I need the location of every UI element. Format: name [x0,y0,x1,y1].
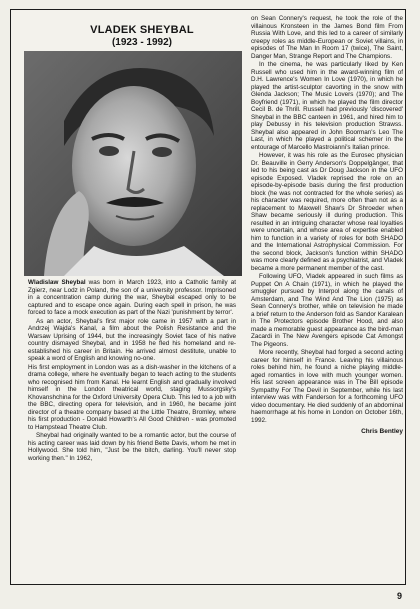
paragraph-lead: Wladislaw Sheybal [28,279,86,286]
paragraph: Sheybal had originally wanted to be a romantic actor, but the course of his acting career was laid down by his friend Bette Davis, whom he met in Hollywood. She told him, "Just be the bitch, darling. You'll never stop working then." In 1962, [28,432,236,462]
article-title: VLADEK SHEYBAL [90,24,194,36]
author-credit: Chris Bentley [361,428,403,435]
left-column [28,279,236,463]
page-number: 9 [397,591,403,601]
portrait-image [24,51,242,276]
paragraph: More recently, Sheybal had forged a second acting career for himself in France. Leaving his villainous roles behind him, he found a niche playing middle-aged romantics in love with much younger women. His last screen appearance was in The Bill episode Sympathy For The Devil in September, while his last interview was with Fanderson for a forthcoming UFO video documentary. He died suddenly of an abdominal haemorrhage at his home in London on October 16th, 1992. [251,349,403,424]
paragraph: Following UFO, Vladek appeared in such films as Puppet On A Chain (1971), in which he played the smuggler pursued by Interpol along the canals of Amsterdam, and The Wind And The Lion (1975) as Sean Connery's brother, while on television he made a brief return to the Anderson fold as Sandor Karalean in The Protectors episode Brother Hood, and also made a memorable guest appearance as the bird-man Zacardi in The New Avengers episode Cat Amongst The Pigeons. [251,273,403,348]
paragraph-text: was born in March 1923, into a Catholic family at Zgierz, near Lodz in Poland, the son of a university professor. Imprisoned in a concentration camp during the war, Sheybal escaped only to be captured and to escape once again. During each spell in prison, he was forced to face a mock execution as part of the Nazi 'punishment by terror'. [28,279,236,316]
article-header [67,24,217,48]
paragraph [28,279,236,317]
article-years: (1923 - 1992) [111,37,173,48]
paragraph: His first employment in London was as a dish-washer in the kitchens of a drama college, where he eventually began to teach acting to the students who recognised him from Kanal. He learnt English and gradually involved himself in the London theatrical world, staging Mussorgsky's Khovanshchina for the Oxford University Opera Club. This led to a job with the BBC, directing opera for television, and in 1960, he became joint director of a theatre company based at the Little Theatre, Bromley, where his first production - Donald Howarth's All Good Children - was promoted to Hampstead Theatre Club. [28,363,236,431]
page-frame [10,9,406,585]
paragraph: on Sean Connery's request, he took the role of the villainous Kronsteen in the James Bond film From Russia With Love, and this led to a career of similarly creepy roles as middle-European or Soviet villains, in episodes of The Man In Room 17 (twice), The Saint, Danger Man, Strange Report and The Champions. [251,15,403,60]
paragraph: As an actor, Sheybal's first major role came in 1957 with a part in Andrzej Wajda's Kanal, a film about the Polish Resistance and the Warsaw Uprising of 1944, but the increasingly Soviet face of his native country dismayed Sheybal, and in 1958 he fled his homeland and re-established his career in Britain. He arrived almost destitute, unable to speak a word of English and knowing no-one. [28,317,236,362]
paragraph: However, it was his role as the Eurosec physician Dr. Beauville in Gerry Anderson's Doppelgänger, that led to his being cast as Dr Doug Jackson in the UFO episode Exposed. Vladek reprised the role on an episode-by-episode basis during the first production block (he was not contracted for the whole series) as his character was required, more often than not as a replacement to Maxwell Shaw's Dr Shroeder when Shaw became seriously ill during production. This resulted in an intriguing character whose real loyalties were uncertain, and whose area of expertise enabled him to function in a variety of roles for both SHADO and the International Astrophysical Commission. For the second block, Jackson's function within SHADO was more clearly defined as a psychiatrist, and Vladek became a more permanent member of the cast. [251,152,403,272]
paragraph: In the cinema, he was particularly liked by Ken Russell who used him in the award-winning film of D.H. Lawrence's Women In Love (1970), in which he played the artist-sculptor cavorting in the snow with Glenda Jackson; The Music Lovers (1970); and The Boyfriend (1971), in which he played the film director Cecil B. de Thrill. Russell had previously 'discovered' Sheybal in the BBC canteen in 1961, and hired him to play Debussy in his television production Strawss. Sheybal also appeared in John Boorman's Leo The Last, in which he played a political schemer in the entourage of Marcello Mastroianni's Italian prince. [251,61,403,151]
right-column [251,15,403,436]
portrait-photo [24,51,242,276]
